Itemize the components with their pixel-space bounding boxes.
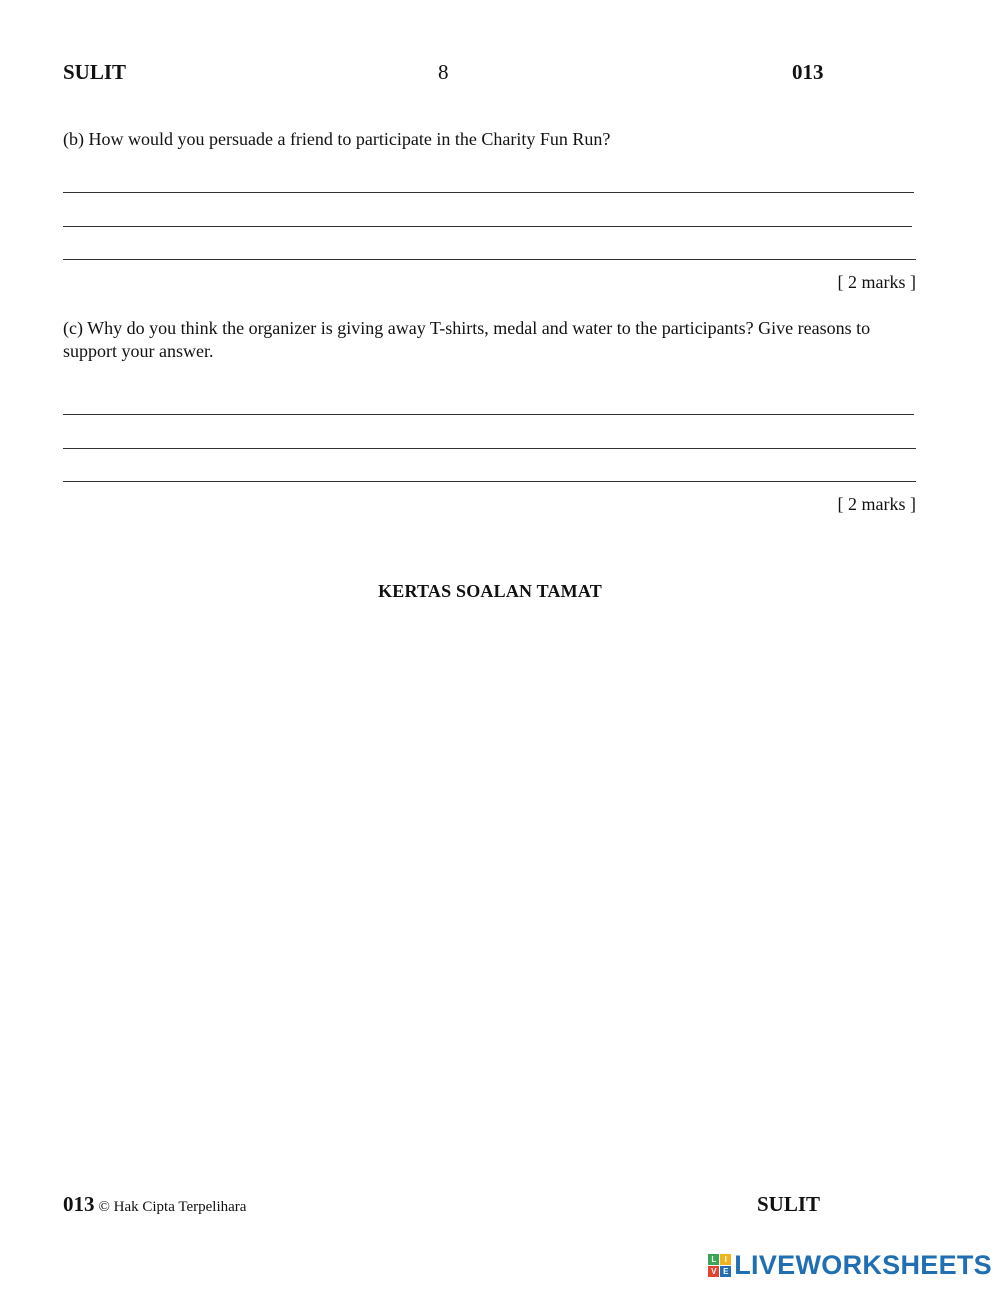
logo-tile: V — [708, 1266, 719, 1277]
answer-line-b-2[interactable] — [63, 226, 912, 227]
question-b-text: (b) How would you persuade a friend to participate in the Charity Fun Run? — [63, 129, 611, 149]
question-c-marks: [ 2 marks ] — [837, 494, 916, 514]
logo-wordmark: LIVEWORKSHEETS — [734, 1250, 992, 1280]
logo-tile: E — [720, 1266, 731, 1277]
end-of-paper-title: KERTAS SOALAN TAMAT — [378, 581, 602, 601]
question-b-marks: [ 2 marks ] — [837, 272, 916, 292]
question-c-text: (c) Why do you think the organizer is giving away T-shirts, medal and water to the participants? Give reasons to support your answer. — [63, 318, 871, 361]
page-number: 8 — [438, 60, 449, 84]
footer-left — [63, 1192, 246, 1217]
answer-line-c-3[interactable] — [63, 481, 916, 482]
footer-copyright: © Hak Cipta Terpelihara — [98, 1199, 247, 1215]
footer-code: 013 — [63, 1192, 95, 1216]
logo-tile: I — [720, 1254, 731, 1265]
answer-line-b-1[interactable] — [63, 192, 914, 193]
answer-line-c-1[interactable] — [63, 414, 914, 415]
logo-tile: L — [708, 1254, 719, 1265]
header-right-code: 013 — [792, 60, 824, 84]
answer-line-b-3[interactable] — [63, 259, 916, 260]
footer-right-label: SULIT — [757, 1192, 821, 1216]
liveworksheets-logo[interactable] — [708, 1250, 992, 1281]
answer-line-c-2[interactable] — [63, 448, 916, 449]
logo-tiles-icon — [708, 1254, 731, 1277]
header-left-label: SULIT — [63, 60, 127, 84]
